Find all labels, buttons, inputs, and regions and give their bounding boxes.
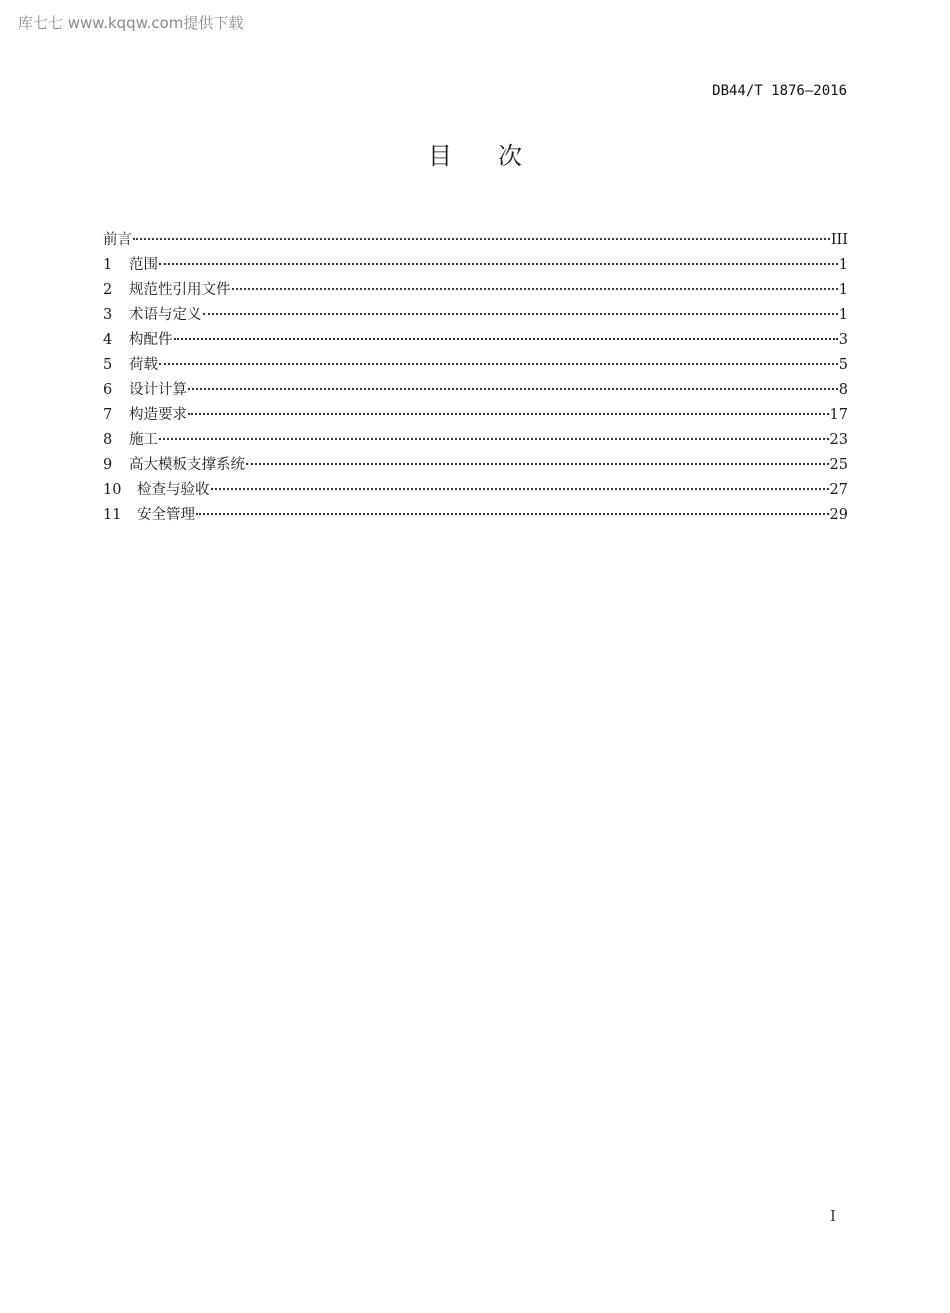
toc-title-char-left: 目: [428, 142, 452, 170]
toc-entry-label: 安全管理: [137, 507, 195, 523]
toc-leader-dots: [174, 324, 838, 340]
toc-entry-page: III: [830, 232, 848, 248]
toc-entry-number: 2: [103, 282, 113, 298]
toc-entry-page: 25: [829, 457, 848, 473]
toc-leader-dots: [211, 474, 829, 490]
toc-entry-page: 27: [829, 482, 848, 498]
toc-entry-page: 23: [829, 432, 848, 448]
toc-entry-page: 5: [838, 357, 848, 373]
toc-entry-page: 17: [829, 407, 848, 423]
watermark-text: 库七七 www.kqqw.com提供下载: [18, 14, 244, 32]
toc-entry-label: 检查与验收: [137, 482, 210, 498]
toc-entry-label: 施工: [129, 432, 158, 448]
toc-entry-label: 设计计算: [129, 382, 187, 398]
toc-entry-page: 1: [838, 282, 848, 298]
toc-entry-number: 3: [103, 307, 113, 323]
toc-entry-number: 7: [103, 407, 113, 423]
toc-entry-number: 6: [103, 382, 113, 398]
toc-leader-dots: [246, 449, 829, 465]
toc-leader-dots: [232, 274, 838, 290]
toc-leader-dots: [203, 299, 838, 315]
toc-entry-page: 8: [838, 382, 848, 398]
toc-leader-dots: [159, 424, 829, 440]
toc-entry-label: 高大模板支撑系统: [129, 457, 245, 473]
toc-entry-label: 前言: [103, 232, 132, 248]
toc-entry-page: 3: [838, 332, 848, 348]
toc-entry-page: 29: [829, 507, 848, 523]
toc-leader-dots: [188, 399, 829, 415]
toc-leader-dots: [188, 374, 838, 390]
toc-entry-number: 8: [103, 432, 113, 448]
toc-leader-dots: [159, 249, 838, 265]
toc-entry-number: 11: [103, 507, 122, 523]
page-number: I: [830, 1207, 836, 1225]
toc-entry-label: 荷载: [129, 357, 158, 373]
toc-leader-dots: [196, 499, 829, 515]
toc-entry-page: 1: [838, 307, 848, 323]
toc-entry-number: 4: [103, 332, 113, 348]
toc-title: [0, 136, 950, 171]
toc-entry-label: 构造要求: [129, 407, 187, 423]
toc-entry-number: 5: [103, 357, 113, 373]
toc-entry-number: 10: [103, 482, 122, 498]
toc-leader-dots: [159, 349, 838, 365]
toc-title-char-right: 次: [498, 142, 522, 170]
toc-entry-number: 9: [103, 457, 113, 473]
toc-leader-dots: [133, 224, 830, 240]
toc-entry-label: 术语与定义: [129, 307, 202, 323]
toc-list: [103, 228, 848, 528]
toc-entry-label: 构配件: [129, 332, 173, 348]
toc-entry-number: 1: [103, 257, 113, 273]
document-code: DB44/T 1876—2016: [712, 83, 847, 99]
toc-entry-11[interactable]: [103, 503, 848, 528]
toc-entry-label: 规范性引用文件: [129, 282, 231, 298]
toc-entry-label: 范围: [129, 257, 158, 273]
toc-entry-page: 1: [838, 257, 848, 273]
